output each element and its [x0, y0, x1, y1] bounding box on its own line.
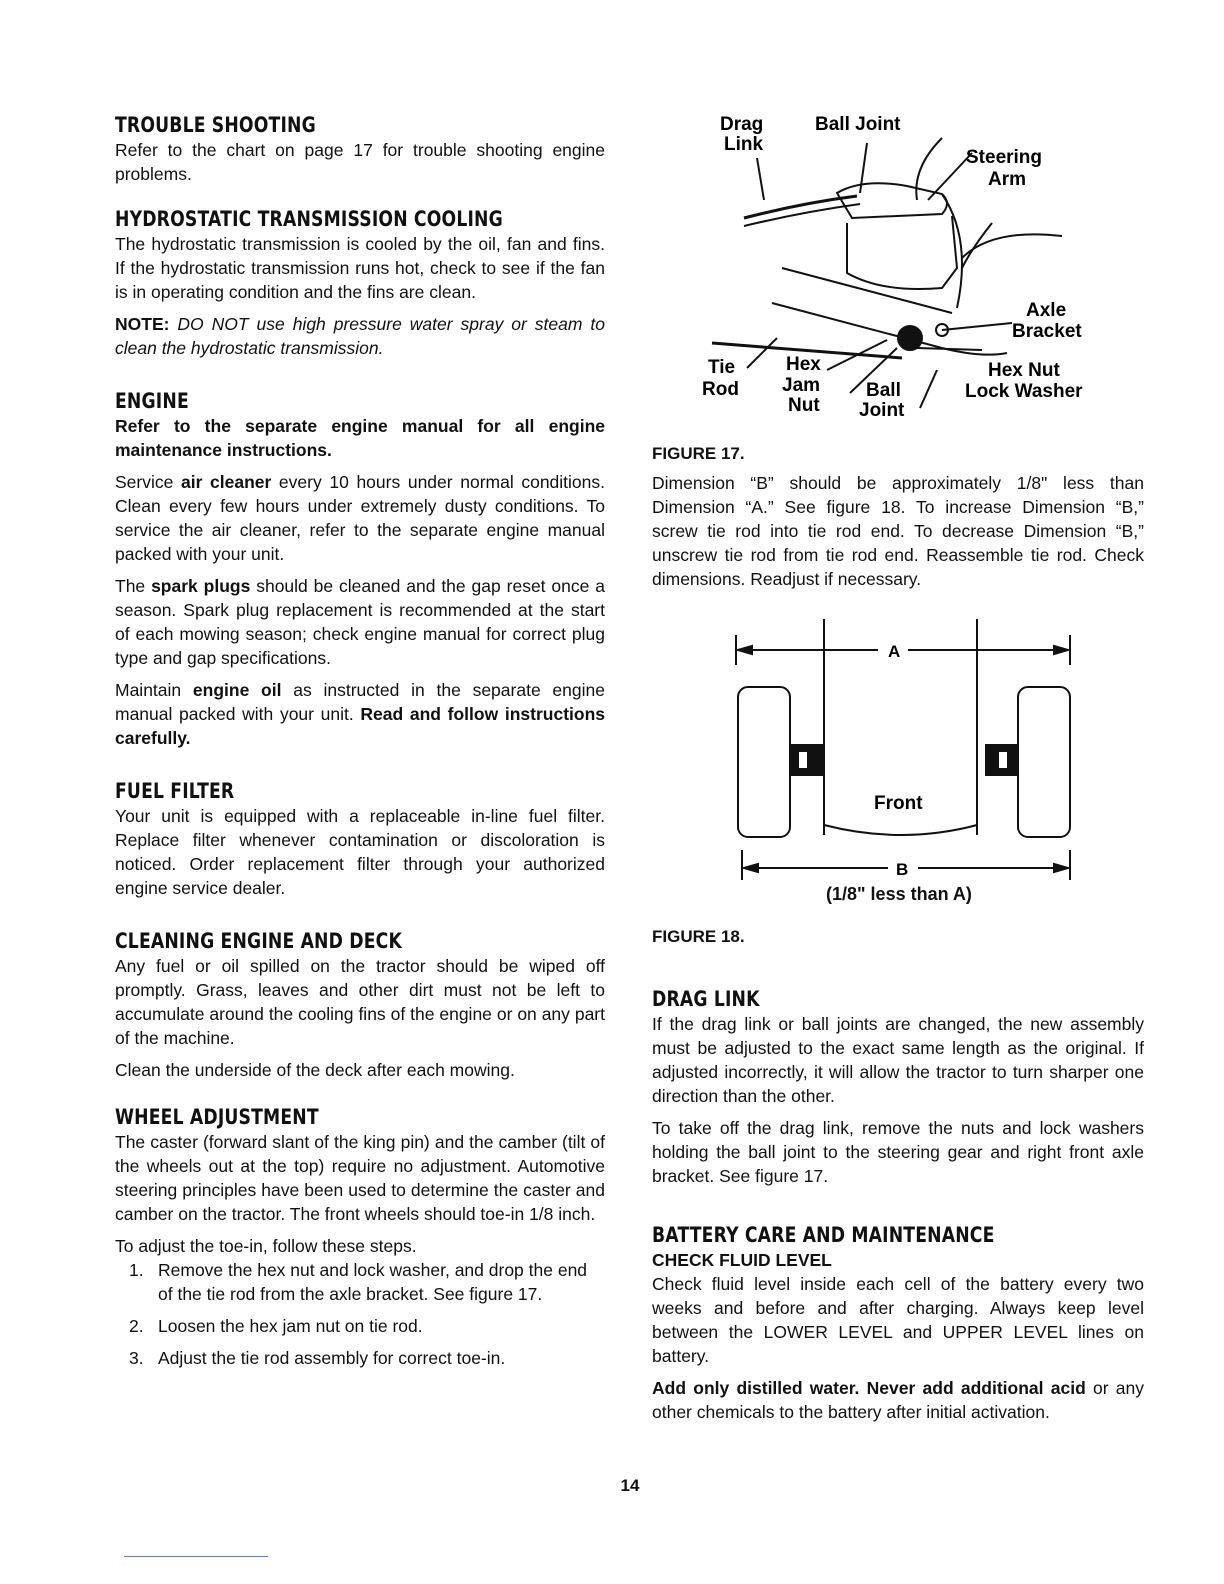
- label-front: Front: [874, 793, 923, 814]
- fuel-filter-text: Your unit is equipped with a replaceable in-line fuel filter. Replace filter whenever contamination or discoloration is noticed. Order replacement filter through your authorized engine service dealer.: [115, 806, 605, 898]
- trouble-shooting-heading: TROUBLE SHOOTING: [115, 113, 316, 137]
- wheel-adjustment-text: The caster (forward slant of the king pin) and the camber (tilt of the wheels out at the top) require no adjustment. Automotive steering principles have been used to determine the caster and camber on the tractor. The front wheels should toe-in 1/8 inch.: [115, 1132, 605, 1224]
- label-b: B: [896, 860, 909, 879]
- section-engine: [115, 388, 605, 750]
- label-lock-washer: Lock Washer: [965, 381, 1083, 402]
- battery-heading: BATTERY CARE AND MAINTENANCE: [652, 1223, 995, 1247]
- label-tie: Tie: [708, 357, 736, 378]
- section-cleaning: [115, 928, 605, 1082]
- list-item: 2. Loosen the hex jam nut on tie rod.: [129, 1316, 423, 1336]
- figure-18-caption: FIGURE 18.: [652, 927, 745, 946]
- page-number: 14: [620, 1476, 640, 1495]
- cleaning-text-2: Clean the underside of the deck after each mowing.: [115, 1060, 515, 1080]
- footer-line: [124, 1556, 268, 1557]
- wheel-adjustment-heading: WHEEL ADJUSTMENT: [115, 1105, 319, 1129]
- engine-lead: Refer to the separate engine manual for all engine maintenance instructions.: [115, 416, 605, 460]
- section-hydrostatic-cooling: [115, 206, 605, 360]
- label-nut: Nut: [788, 395, 820, 416]
- figure-17: [652, 108, 1144, 465]
- section-wheel-adjustment: [115, 1104, 605, 1370]
- engine-oil-text: Maintain engine oil as instructed in the separate engine manual packed with your unit. Read and follow instructions carefully.: [115, 680, 605, 748]
- label-joint: Joint: [859, 400, 905, 421]
- trouble-shooting-text: Refer to the chart on page 17 for trouble shooting engine problems.: [115, 140, 605, 184]
- label-arm: Arm: [988, 169, 1027, 190]
- label-a: A: [888, 642, 901, 661]
- drag-link-text-2: To take off the drag link, remove the nuts and lock washers holding the ball joint to the steering gear and right front axle bracket. See figure 17.: [652, 1118, 1144, 1186]
- label-steering: Steering: [966, 147, 1043, 168]
- figure-18: [652, 605, 1144, 948]
- drag-link-text-1: If the drag link or ball joints are changed, the new assembly must be adjusted to the exact same length as the original. If adjusted incorrectly, it will allow the tractor to turn sharper one direction than the other.: [652, 1014, 1144, 1106]
- label-rod: Rod: [702, 379, 739, 400]
- fuel-filter-heading: FUEL FILTER: [115, 779, 235, 803]
- label-less-than-a: (1/8" less than A): [826, 884, 972, 904]
- list-item: 3. Adjust the tie rod assembly for correct toe-in.: [129, 1348, 506, 1368]
- engine-air-cleaner-text: Service air cleaner every 10 hours under normal conditions. Clean every few hours under extremely dusty conditions. To service the air cleaner, refer to the separate engine manual packed with your unit.: [115, 472, 606, 564]
- label-ball: Ball: [866, 380, 901, 401]
- label-hex: Hex: [786, 354, 821, 375]
- label-jam: Jam: [782, 375, 821, 396]
- label-link: Link: [724, 134, 764, 155]
- cleaning-text-1: Any fuel or oil spilled on the tractor should be wiped off promptly. Grass, leaves and other dirt must not be left to accumulate around the cooling fins of the engine or on any part of the machine.: [115, 956, 605, 1048]
- hydrostatic-cooling-heading: HYDROSTATIC TRANSMISSION COOLING: [115, 207, 503, 231]
- hydrostatic-cooling-text: The hydrostatic transmission is cooled by the oil, fan and fins. If the hydrostatic transmission runs hot, check to see if the fan is in operating condition and the fins are clean.: [115, 234, 605, 302]
- left-column: [115, 112, 605, 1390]
- steering-linkage-illustration: [652, 108, 1144, 428]
- battery-text-1: Check fluid level inside each cell of the battery every two weeks and before and after charging. Always keep level between the LOWER LEVEL and UPPER LEVEL lines on battery.: [652, 1274, 1144, 1366]
- drag-link-heading: DRAG LINK: [652, 987, 760, 1011]
- battery-subheading: CHECK FLUID LEVEL: [652, 1250, 832, 1270]
- dimension-text: Dimension “B” should be approximately 1/8" less than Dimension “A.” See figure 18. To increase Dimension “B,” screw tie rod into tie rod end. To decrease Dimension “B,” unscrew tie rod from tie rod end. Reassemble tie rod. Check dimensions. Readjust if necessary.: [652, 473, 1144, 589]
- note-label: NOTE:: [115, 314, 170, 334]
- wheel-adjustment-intro: To adjust the toe-in, follow these steps.: [115, 1236, 417, 1256]
- toe-in-dimension-diagram: [652, 605, 1144, 885]
- hydrostatic-note: [115, 312, 605, 360]
- cleaning-heading: CLEANING ENGINE AND DECK: [115, 929, 402, 953]
- section-battery: [652, 1222, 1144, 1424]
- section-trouble-shooting: [115, 112, 605, 186]
- label-ball-joint-top: Ball Joint: [815, 114, 901, 135]
- label-hex-nut: Hex Nut: [988, 360, 1060, 381]
- label-drag: Drag: [720, 114, 764, 135]
- label-axle: Axle: [1026, 300, 1067, 321]
- note-text: DO NOT use high pressure water spray or steam to clean the hydrostatic transmission.: [115, 314, 605, 358]
- section-drag-link: [652, 986, 1144, 1188]
- engine-spark-plugs-text: The spark plugs should be cleaned and the gap reset once a season. Spark plug replacement is recommended at the start of each mowing season; check engine manual for correct plug type and gap specifications.: [115, 576, 605, 668]
- right-column: [652, 108, 1144, 1444]
- label-bracket: Bracket: [1012, 321, 1082, 342]
- section-fuel-filter: [115, 778, 605, 900]
- figure-17-caption: FIGURE 17.: [652, 444, 745, 463]
- battery-text-2: Add only distilled water. Never add additional acid or any other chemicals to the battery after initial activation.: [652, 1378, 1145, 1422]
- list-item: 1. Remove the hex nut and lock washer, and drop the end of the tie rod from the axle bracket. See figure 17.: [129, 1260, 588, 1304]
- engine-heading: ENGINE: [115, 389, 189, 413]
- toe-in-steps: [115, 1258, 605, 1370]
